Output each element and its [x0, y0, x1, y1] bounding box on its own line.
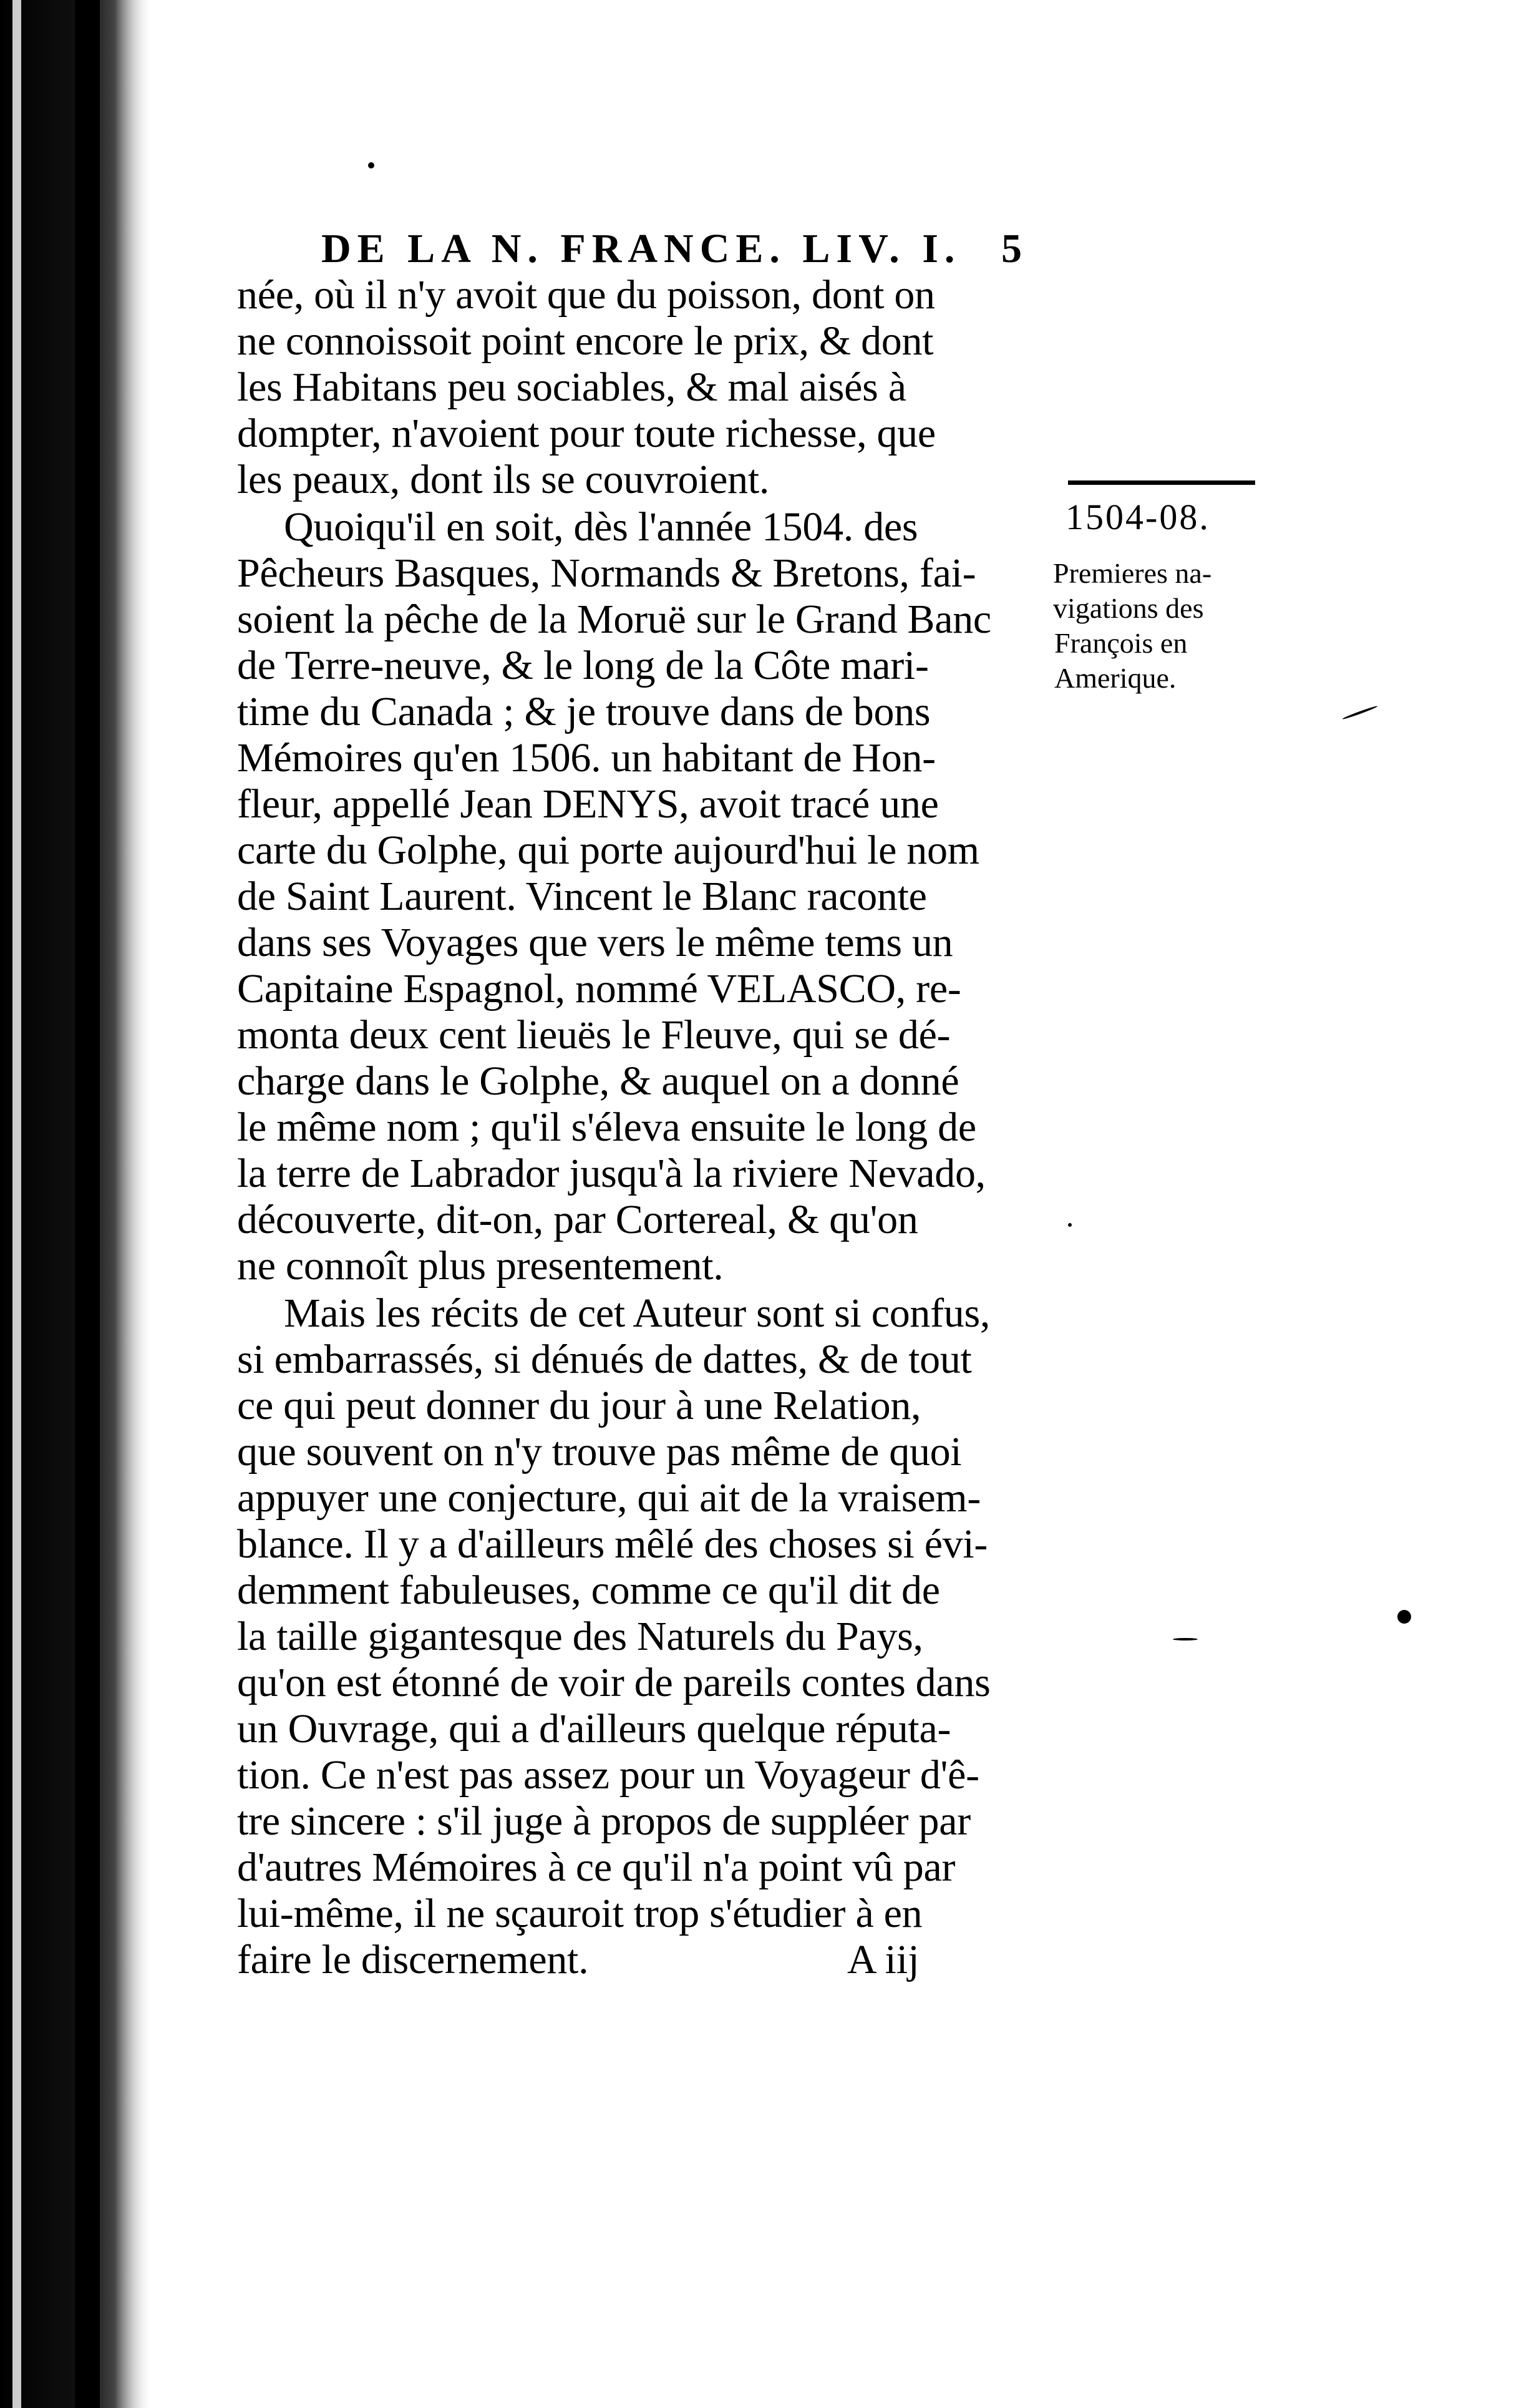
body-line: tre sincere : s'il juge à propos de suppléer par — [237, 1798, 971, 1844]
body-line: découverte, dit-on, par Cortereal, & qu'on — [237, 1197, 918, 1242]
margin-note-line: vigations des — [1053, 592, 1204, 624]
body-line: fleur, appellé Jean DENYS, avoit tracé une — [237, 781, 939, 827]
ink-speck — [1397, 1610, 1411, 1624]
body-line: que souvent on n'y trouve pas même de quoi — [237, 1429, 962, 1475]
body-line: les peaux, dont ils se couvroient. — [237, 457, 770, 502]
body-line: de Terre-neuve, & le long de la Côte mari- — [237, 643, 929, 688]
signature-mark: A iij — [847, 1937, 920, 1982]
ink-speck — [1173, 1638, 1198, 1640]
body-line: demment fabuleuses, comme ce qu'il dit de — [237, 1567, 940, 1613]
margin-rule — [1068, 480, 1255, 485]
body-line: Quoiqu'il en soit, dès l'année 1504. des — [284, 504, 918, 550]
body-line: soient la pêche de la Moruë sur le Grand Banc — [237, 597, 991, 642]
body-line: tion. Ce n'est pas assez pour un Voyageur d'ê- — [237, 1752, 979, 1798]
ink-speck — [1068, 1223, 1072, 1227]
body-line: dompter, n'avoient pour toute richesse, que — [237, 411, 936, 456]
body-line: Pêcheurs Basques, Normands & Bretons, fai- — [237, 550, 976, 596]
page-number: 5 — [1001, 226, 1022, 271]
ink-speck — [368, 162, 374, 168]
body-line: carte du Golphe, qui porte aujourd'hui le nom — [237, 827, 979, 873]
body-line: d'autres Mémoires à ce qu'il n'a point vû par — [237, 1845, 956, 1890]
body-line: faire le discernement. — [237, 1937, 589, 1982]
margin-date: 1504-08. — [1066, 497, 1210, 537]
body-line: qu'on est étonné de voir de pareils contes dans — [237, 1660, 991, 1705]
body-line: ne connoissoit point encore le prix, & dont — [237, 318, 934, 364]
body-line: ce qui peut donner du jour à une Relation, — [237, 1383, 921, 1428]
body-line: dans ses Voyages que vers le même tems un — [237, 920, 953, 965]
body-line: Capitaine Espagnol, nommé VELASCO, re- — [237, 966, 961, 1011]
margin-note-line: Amerique. — [1054, 662, 1177, 694]
body-line: time du Canada ; & je trouve dans de bons — [237, 689, 931, 734]
body-line: monta deux cent lieuës le Fleuve, qui se dé- — [237, 1012, 951, 1058]
body-line: la terre de Labrador jusqu'à la riviere Nevado, — [237, 1151, 986, 1196]
body-line: née, où il n'y avoit que du poisson, dont on — [237, 272, 935, 318]
body-line: appuyer une conjecture, qui ait de la vraisem- — [237, 1475, 981, 1521]
margin-note-line: Premieres na- — [1053, 557, 1212, 589]
body-line: blance. Il y a d'ailleurs mêlé des choses si évi- — [237, 1521, 988, 1567]
body-line: le même nom ; qu'il s'éleva ensuite le long de — [237, 1104, 976, 1150]
body-line: ne connoît plus presentement. — [237, 1243, 724, 1289]
margin-note-line: François en — [1054, 627, 1188, 659]
body-line: Mais les récits de cet Auteur sont si confus, — [284, 1290, 991, 1336]
body-line: les Habitans peu sociables, & mal aisés à — [237, 364, 906, 410]
running-title: DE LA N. FRANCE. LIV. I. — [321, 226, 961, 271]
body-line: si embarrassés, si dénués de dattes, & de tout — [237, 1337, 972, 1382]
body-line: un Ouvrage, qui a d'ailleurs quelque réputa- — [237, 1706, 951, 1752]
body-line: de Saint Laurent. Vincent le Blanc raconte — [237, 874, 927, 919]
body-line: lui-même, il ne sçauroit trop s'étudier à en — [237, 1891, 923, 1936]
body-line: Mémoires qu'en 1506. un habitant de Hon- — [237, 735, 936, 781]
body-line: la taille gigantesque des Naturels du Pays, — [237, 1614, 923, 1659]
body-line: charge dans le Golphe, & auquel on a donné — [237, 1058, 959, 1104]
